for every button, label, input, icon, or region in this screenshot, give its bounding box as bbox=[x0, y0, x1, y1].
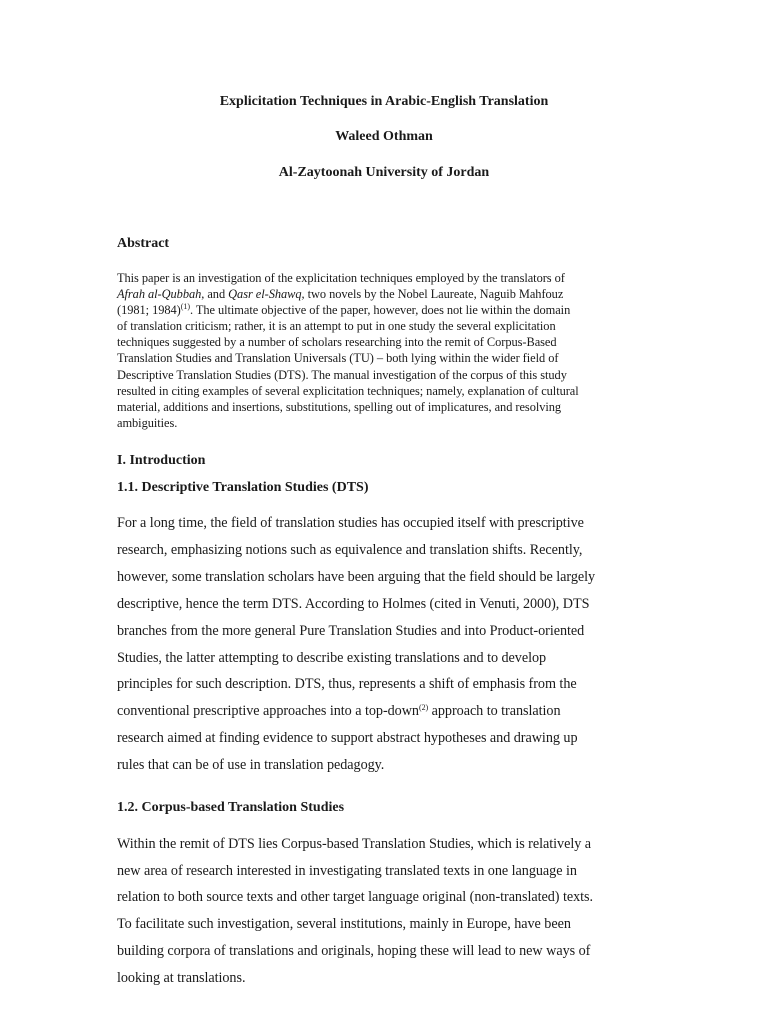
abstract-line-2 bbox=[117, 287, 563, 301]
dts-line-8-rest: approach to translation bbox=[428, 703, 561, 719]
abstract-line-1: This paper is an investigation of the explicitation techniques employed by the translators of bbox=[117, 271, 565, 285]
abstract-line-4: of translation criticism; rather, it is an attempt to put in one study the several explicitation bbox=[117, 319, 556, 333]
abstract-line-5: techniques suggested by a number of scholars researching into the remit of Corpus-Based bbox=[117, 335, 557, 349]
section-dts-heading: 1.1. Descriptive Translation Studies (DTS) bbox=[117, 480, 369, 495]
section-introduction-heading: I. Introduction bbox=[117, 453, 206, 468]
corpus-line-1: Within the remit of DTS lies Corpus-based Translation Studies, which is relatively a bbox=[117, 836, 591, 852]
dts-line-9: research aimed at finding evidence to support abstract hypotheses and drawing up bbox=[117, 730, 578, 746]
abstract-heading: Abstract bbox=[117, 236, 170, 251]
corpus-line-5: building corpora of translations and originals, hoping these will lead to new ways of bbox=[117, 943, 591, 959]
abstract-line-6: Translation Studies and Translation Universals (TU) – both lying within the wider field of bbox=[117, 351, 559, 365]
dts-line-8-start: conventional prescriptive approaches into a top-down bbox=[117, 703, 419, 719]
dts-line-8 bbox=[117, 702, 561, 720]
abstract-line-8: resulted in citing examples of several explicitation techniques; namely, explanation of cultural bbox=[117, 384, 579, 398]
novel-title-2: Qasr el-Shawq, bbox=[228, 287, 305, 301]
abstract-line-3-rest: . The ultimate objective of the paper, however, does not lie within the domain bbox=[189, 303, 571, 317]
dts-line-4: descriptive, hence the term DTS. According to Holmes (cited in Venuti, 2000), DTS bbox=[117, 596, 590, 612]
dts-line-7: principles for such description. DTS, thus, represents a shift of emphasis from the bbox=[117, 676, 577, 692]
abstract-line-3 bbox=[117, 303, 570, 317]
abstract-line-9: material, additions and insertions, substitutions, spelling out of implicatures, and resolving bbox=[117, 400, 562, 414]
paper-affiliation: Al-Zaytoonah University of Jordan bbox=[278, 165, 490, 180]
dts-line-1: For a long time, the field of translation studies has occupied itself with prescriptive bbox=[117, 515, 584, 531]
corpus-line-4: To facilitate such investigation, several institutions, mainly in Europe, have been bbox=[117, 916, 571, 932]
footnote-marker-1: (1) bbox=[180, 302, 190, 311]
dts-line-5: branches from the more general Pure Translation Studies and into Product-oriented bbox=[117, 623, 585, 639]
dts-line-6: Studies, the latter attempting to describe existing translations and to develop bbox=[117, 650, 547, 666]
corpus-line-3: relation to both source texts and other target language original (non-translated) texts. bbox=[117, 889, 593, 905]
paper-title: Explicitation Techniques in Arabic-English Translation bbox=[219, 94, 549, 109]
corpus-line-2: new area of research interested in investigating translated texts in one language in bbox=[117, 863, 577, 879]
abstract-line-3-start: (1981; 1984) bbox=[117, 303, 181, 317]
abstract-line-10: ambiguities. bbox=[117, 416, 178, 430]
abstract-line-2-rest: two novels by the Nobel Laureate, Naguib Mahfouz bbox=[304, 287, 564, 301]
dts-line-10: rules that can be of use in translation pedagogy. bbox=[117, 757, 385, 773]
section-corpus-heading: 1.2. Corpus-based Translation Studies bbox=[117, 800, 345, 815]
abstract-line-7: Descriptive Translation Studies (DTS). The manual investigation of the corpus of this study bbox=[117, 368, 567, 382]
paper-author: Waleed Othman bbox=[335, 129, 433, 144]
abstract-line-2-mid: , and bbox=[201, 287, 229, 301]
dts-line-2: research, emphasizing notions such as equivalence and translation shifts. Recently, bbox=[117, 542, 583, 558]
footnote-marker-2: (2) bbox=[418, 703, 429, 712]
novel-title-1: Afrah al-Qubbah bbox=[117, 287, 202, 301]
corpus-line-6: looking at translations. bbox=[117, 970, 246, 986]
dts-line-3: however, some translation scholars have been arguing that the field should be largely bbox=[117, 569, 596, 585]
